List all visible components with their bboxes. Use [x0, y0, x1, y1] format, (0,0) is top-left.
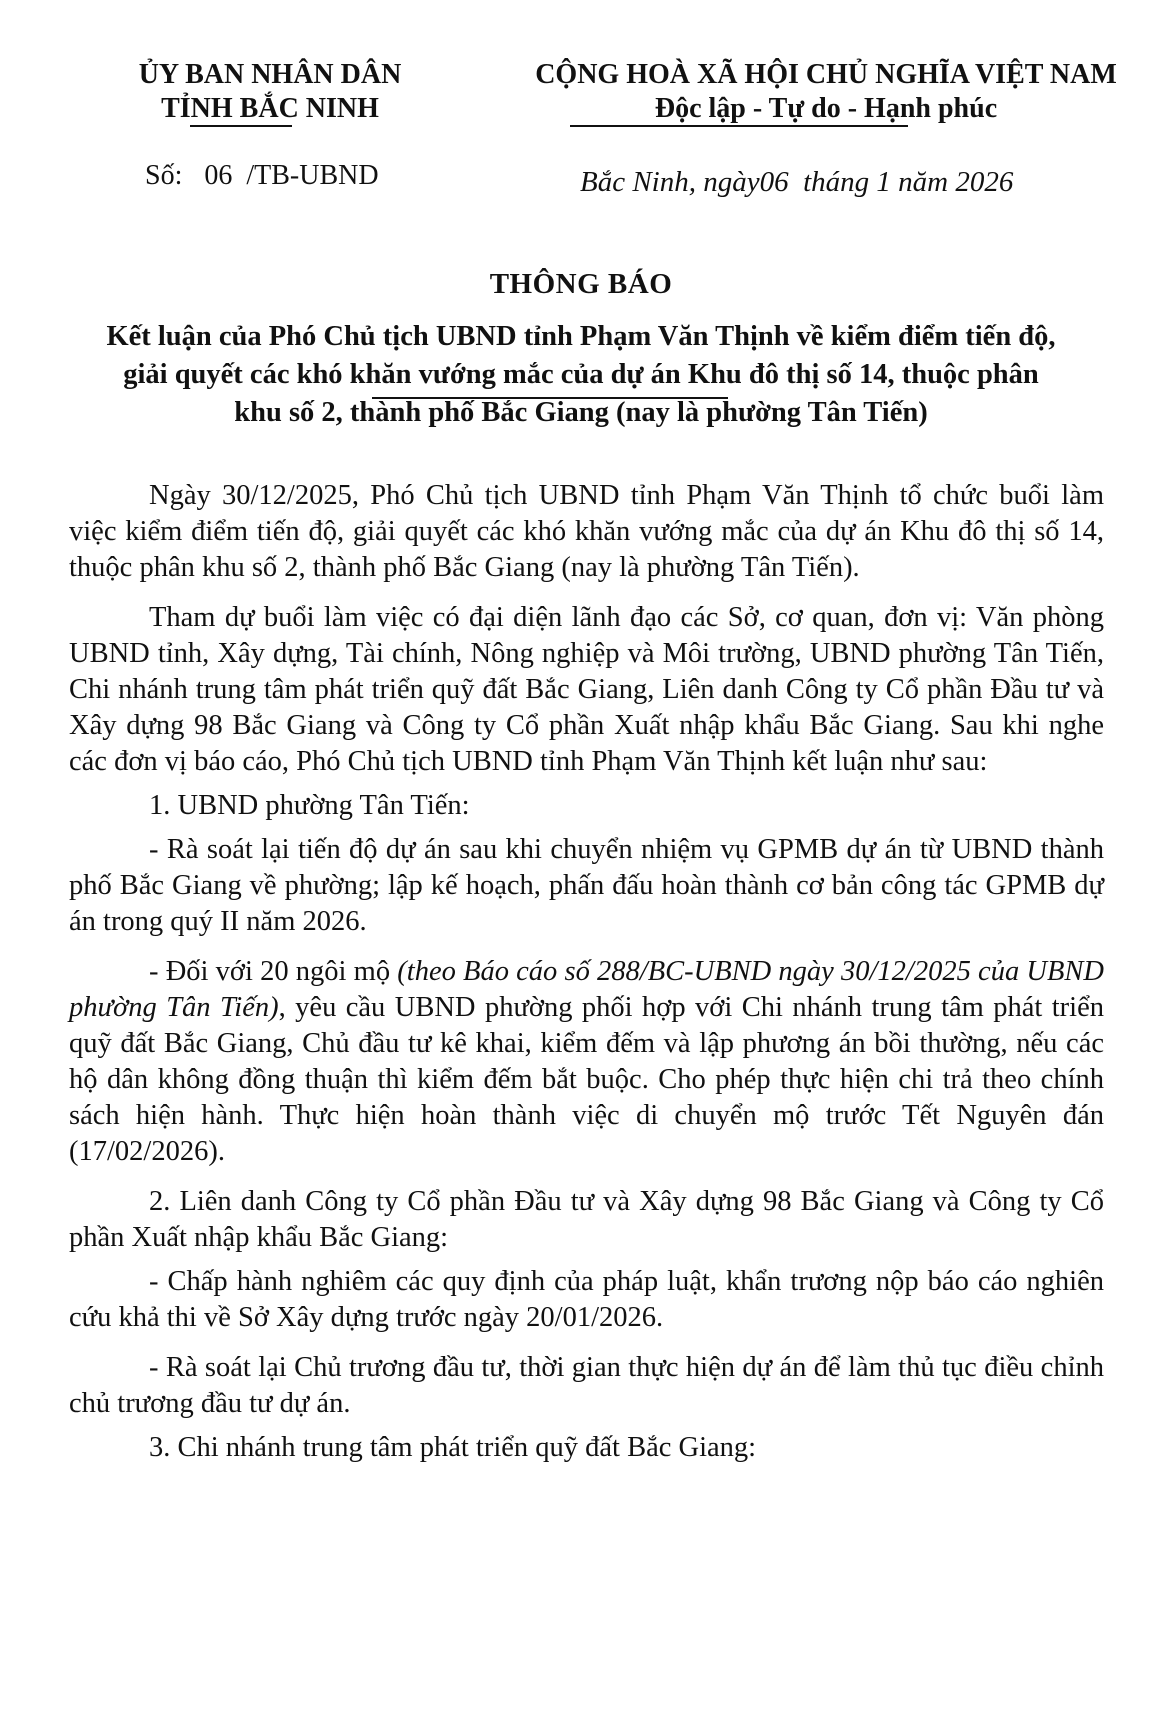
issuing-authority — [100, 58, 440, 126]
section-2-item-1: - Chấp hành nghiêm các quy định của pháp luật, khẩn trương nộp báo cáo nghiên cứu khả thi về Sở Xây dựng trước ngày 20/01/2026. — [69, 1266, 1104, 1333]
subject-line-1: Kết luận của Phó Chủ tịch UBND tỉnh Phạm Văn Thịnh về kiểm điểm tiến độ, — [106, 321, 1056, 352]
paragraph-attendees: Tham dự buổi làm việc có đại diện lãnh đạo các Sở, cơ quan, đơn vị: Văn phòng UBND tỉnh, Xây dựng, Tài chính, Nông nghiệp và Môi trường, UBND phường Tân Tiến, Chi nhánh trung tâm phát triển quỹ đất Bắc Giang, Liên danh Công ty Cổ phần Đầu tư và Xây dựng 98 Bắc Giang và Công ty Cổ phần Xuất nhập khẩu Bắc Giang. Sau khi nghe các đơn vị báo cáo, Phó Chủ tịch UBND tỉnh Phạm Văn Thịnh kết luận như sau: — [69, 602, 1104, 777]
motto: Độc lập - Tự do - Hạnh phúc — [654, 93, 998, 124]
country-name: CỘNG HOÀ XÃ HỘI CHỦ NGHĨA VIỆT NAM — [535, 59, 1117, 90]
authority-line-2: TỈNH BẮC NINH — [161, 93, 379, 124]
national-motto — [516, 58, 1136, 126]
section-1-item-2-reference: (theo Báo cáo số 288/BC-UBND ngày 30/12/2025 của UBND phường Tân Tiến) — [69, 956, 1104, 1023]
authority-line-1: ỦY BAN NHÂN DÂN — [138, 59, 402, 90]
document-subject — [64, 318, 1098, 432]
subject-line-2: giải quyết các khó khăn vướng mắc của dự án Khu đô thị số 14, thuộc phân — [123, 359, 1039, 390]
paragraph-intro: Ngày 30/12/2025, Phó Chủ tịch UBND tỉnh Phạm Văn Thịnh tổ chức buổi làm việc kiểm điểm tiến độ, giải quyết các khó khăn vướng mắc của dự án Khu đô thị số 14, thuộc phân khu số 2, thành phố Bắc Giang (nay là phường Tân Tiến). — [69, 480, 1104, 583]
section-3-heading: 3. Chi nhánh trung tâm phát triển quỹ đất Bắc Giang: — [149, 1432, 757, 1463]
section-2-heading: 2. Liên danh Công ty Cổ phần Đầu tư và Xây dựng 98 Bắc Giang và Công ty Cổ phần Xuất nhập khẩu Bắc Giang: — [69, 1186, 1104, 1253]
document-body — [69, 478, 1104, 1474]
doc-number-suffix: /TB-UBND — [246, 160, 379, 191]
authority-underline — [190, 125, 292, 127]
section-1-item-2-end: , yêu cầu UBND phường phối hợp với Chi nhánh trung tâm phát triển quỹ đất Bắc Giang, Chủ đầu tư kê khai, kiểm đếm và lập phương án bồi thường, nếu các hộ dân không đồng thuận thì kiểm đếm bắt buộc. Cho phép thực hiện chi trả theo chính sách hiện hành. Thực hiện hoàn thành việc di chuyển mộ trước Tết Nguyên đán (17/02/2026). — [69, 992, 1104, 1167]
section-2-item-2: - Rà soát lại Chủ trương đầu tư, thời gian thực hiện dự án để làm thủ tục điều chỉnh chủ trương đầu tư dự án. — [69, 1352, 1104, 1419]
doc-number-value: 06 — [204, 160, 233, 191]
doc-number-label: Số: — [145, 160, 183, 191]
section-1-item-2 — [69, 954, 1104, 1170]
section-1-item-2-start: - Đối với 20 ngôi mộ — [149, 956, 398, 987]
document-number — [145, 160, 379, 192]
subject-underline — [372, 397, 728, 399]
subject-line-3: khu số 2, thành phố Bắc Giang (nay là phường Tân Tiến) — [234, 397, 928, 428]
document-title: THÔNG BÁO — [489, 268, 673, 300]
place-date-prefix: Bắc Ninh, ngày — [580, 166, 760, 198]
place-date-day: 06 — [759, 166, 789, 198]
place-date-rest: tháng 1 năm 2026 — [803, 166, 1014, 198]
motto-underline — [570, 125, 908, 127]
place-date — [580, 166, 1013, 199]
section-1-heading: 1. UBND phường Tân Tiến: — [149, 790, 470, 821]
section-1-item-1: - Rà soát lại tiến độ dự án sau khi chuyển nhiệm vụ GPMB dự án từ UBND thành phố Bắc Giang về phường; lập kế hoạch, phấn đấu hoàn thành cơ bản công tác GPMB dự án trong quý II năm 2026. — [69, 834, 1104, 937]
